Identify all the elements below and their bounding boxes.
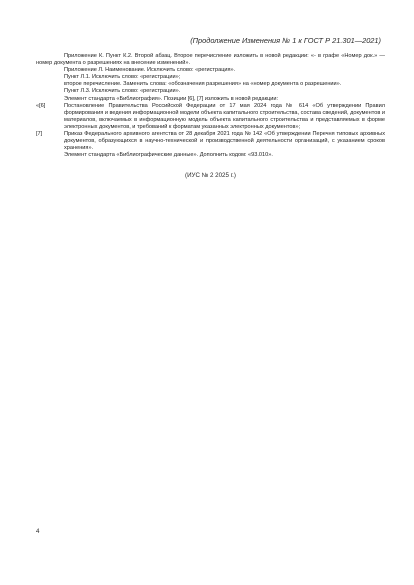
document-body [36,53,385,180]
ius-stamp: (ИУС № 2 2025 г.) [185,172,236,180]
continuation-header: (Продолжение Изменения № 1 к ГОСТ Р 21.301—2021) [190,36,381,45]
paragraph-bibliographic-data: Элемент стандарта «Библиографические данные». Дополнить кодом: «93.010». [64,152,273,159]
paragraph-annex-k: Приложение К. Пункт К.2. Второй абзац. Второе перечисление изложить в новой редакции: «- в графе «Номер док.» — номер документа о разрешениях на внесение изменений». [36,53,385,67]
bibliography-entry-7 [36,131,385,152]
page-number: 4 [36,528,40,535]
bibliography-entry-6 [36,103,385,131]
bibliography-entry-number: [7] [36,131,43,138]
bibliography-entry-number: «[6] [36,102,46,109]
paragraph-bibliography: Элемент стандарта «Библиография». Позиции [6], [7] изложить в новой редакции: [64,95,279,102]
bibliography-entry-text: Постановление Правительства Российской Федерации от 17 мая 2024 года № 614 «Об утверждении Правил формирования и ведения информационной модели объекта капитального строительства, состава сведений, документов и материалов, включаемых в информационную модель объекта капитального строительства и представляемых в форме электронных документов, и требований к форматам указанных электронных документов»; [64,102,385,130]
paragraph-annex-l-1: Пункт Л.1. Исключить слово: «регистрации»; [64,74,181,81]
paragraph-annex-l-3: Пункт Л.3. Исключить слово: «регистрации». [64,88,181,95]
paragraph-annex-l-title: Приложение Л. Наименование. Исключить слово: «регистрация». [64,67,236,74]
bibliography-entry-text: Приказ Федерального архивного агентства от 28 декабря 2021 года № 142 «Об утверждении Перечня типовых архивных документов, образующихся в научно-технической и производственной деятельности организаций, с указанием сроков хранения». [64,131,385,152]
paragraph-second-item: второе перечисление. Заменить слова: «обозначения разрешения» на «номер документа о разрешении». [64,81,342,88]
